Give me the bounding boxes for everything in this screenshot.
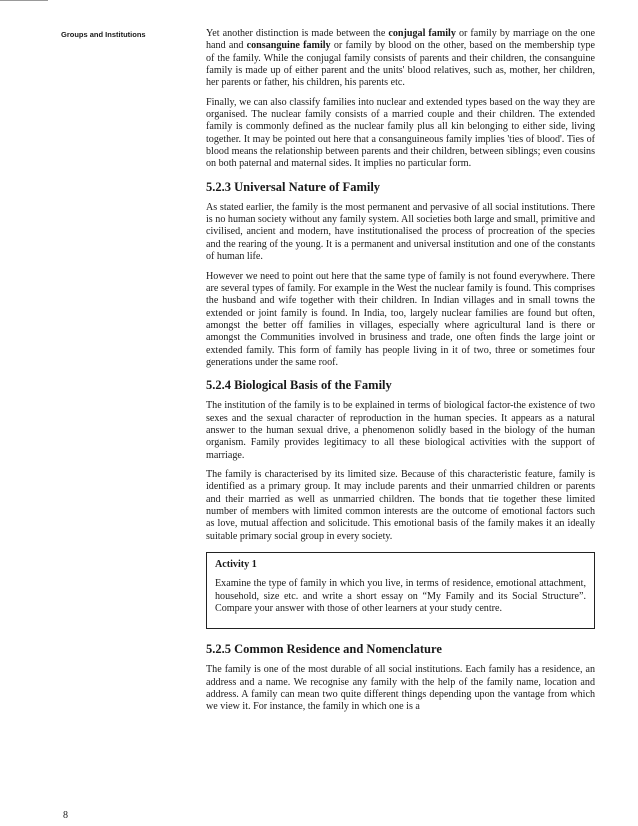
text-run: or family by marriage on the one hand and xyxy=(206,28,595,52)
paragraph-residence-1: The family is one of the most durable of all social institutions. Each family has a residence, an address and a name. We recognise any family with the help of the family name, location and address. A family can mean two quite different things depending upon the vantage from which we view it. For instance, the family in which one is a xyxy=(206,664,595,713)
paragraph-conjugal-consanguine xyxy=(206,28,595,90)
term-conjugal-family: conjugal family xyxy=(388,28,456,39)
page-number: 8 xyxy=(63,810,68,821)
heading-universal-nature: 5.2.3 Universal Nature of Family xyxy=(206,179,381,194)
heading-common-residence: 5.2.5 Common Residence and Nomenclature xyxy=(206,642,442,657)
heading-biological-basis: 5.2.4 Biological Basis of the Family xyxy=(206,378,392,393)
paragraph-universal-2: However we need to point out here that the same type of family is not found everywhere. There are several types of family. For example in the West the nuclear family is found. This comprises the husband and wife together with their children. In Indian villages and in small towns the extended or joint family is found. In India, too, largely nuclear families are found but often, amongst the better off families in villages, especially where agricultural land is there or amongst the Communities involved in brusiness and trade, one often finds the large joint or extended family. This form of family has people living in it of two, three or sometimes four generations under the same roof. xyxy=(206,270,595,368)
text-column xyxy=(206,28,595,721)
top-rule xyxy=(0,0,48,1)
paragraph-biological-2: The family is characterised by its limited size. Because of this characteristic feature, family is identified as a primary group. It may include parents and their unmarried children or parents and their married as well as unmarried children. The bonds that tie together these limited number of members with limited common interests are the outcome of emotional factors such as love, mutual affection and solicitude. This emotional basis of the family makes it an ideally suitable primary social group in every society. xyxy=(206,468,595,542)
paragraph-biological-1: The institution of the family is to be explained in terms of biological factor-the existence of two sexes and the sexual character of reproduction in the human species. It appears as a natural answer to the human sexual drive, a phenomenon solidly based in the biology of the human organism. Family provides legitimacy to all these biological activities with the support of marriage. xyxy=(206,400,595,461)
activity-text: Examine the type of family in which you live, in terms of residence, emotional attachment, household, size etc. and write a short essay on “My Family and its Social Structure”. Compare your answer with those of other learners at your study centre. xyxy=(215,578,586,615)
running-head: Groups and Institutions xyxy=(61,30,146,39)
activity-box xyxy=(206,552,595,629)
paragraph-universal-1: As stated earlier, the family is the most permanent and pervasive of all social institutions. There is no human society without any family system. All societies both large and small, primitive and civilised, ancient and modern, have institutionalised the process of procreation of the species and the rearing of the young. It is a permanent and universal institution and one of the constants of human life. xyxy=(206,201,595,263)
text-run: or family by blood on the other, based on the membership type of the family. While the conjugal family consists of parents and their children, the consanguine family is made up of either parent and the units' blood relatives, such as, mother, her children, her parents or father, his children, his parents etc. xyxy=(206,40,595,89)
activity-title: Activity 1 xyxy=(215,559,257,571)
paragraph-nuclear-extended: Finally, we can also classify families into nuclear and extended types based on the way they are organised. The nuclear family consists of a married couple and their children. The extended family is commonly defined as the nuclear family plus all kin belonging to either side, living together. It may be pointed out here that a consanguineous family implies 'ties of blood'. Ties of blood means the relationship between parents and their children, between siblings; even cousins on both paternal and maternal sides. It implies no particular form. xyxy=(206,96,595,170)
term-consanguine-family: consanguine family xyxy=(246,40,331,52)
text-run: Yet another distinction is made between the xyxy=(206,28,389,39)
